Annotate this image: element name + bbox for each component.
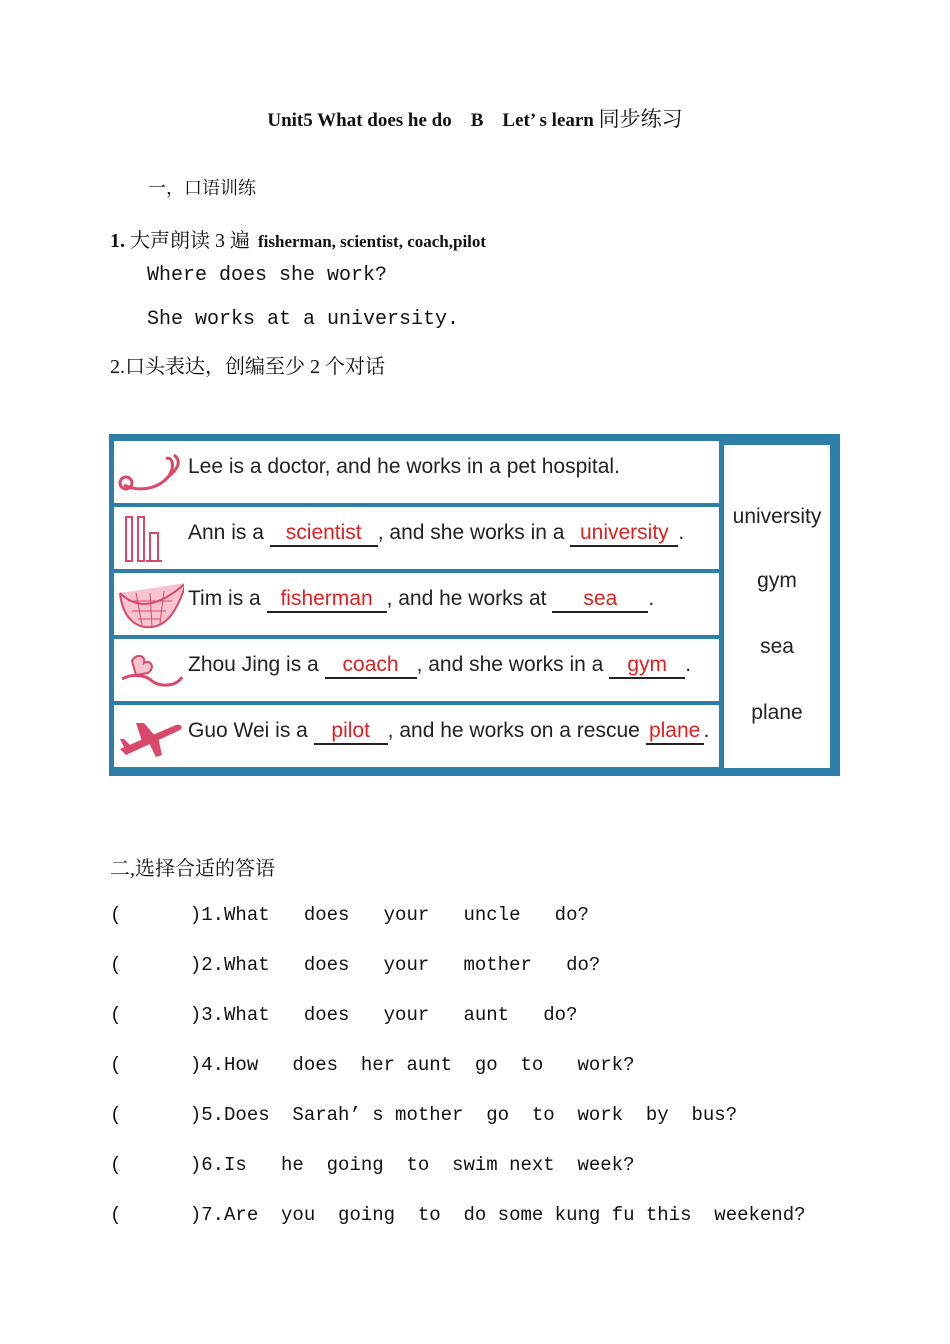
practice-line-2: She works at a university. xyxy=(147,308,460,331)
stethoscope-icon xyxy=(116,447,184,499)
exercise-box xyxy=(109,434,840,776)
whistle-icon xyxy=(116,645,184,697)
answer-blank: fisherman xyxy=(267,587,387,613)
word-bank-item: sea xyxy=(760,635,794,658)
question-2: 2.口头表达，创编至少 2 个对话 xyxy=(110,356,385,378)
fishing-net-icon xyxy=(116,579,184,631)
choice-item-1: ( )1.What does your uncle do? xyxy=(110,904,589,926)
sentence-text: . xyxy=(648,587,655,610)
answer-blank: coach xyxy=(325,653,417,679)
answer-blank: scientist xyxy=(270,521,378,547)
answer-blank: sea xyxy=(552,587,648,613)
exercise-row-5 xyxy=(114,705,719,767)
choice-item-5: ( )5.Does Sarah’ s mother go to work by bus? xyxy=(110,1104,738,1126)
sentence-text: , and she works in a xyxy=(416,653,610,676)
sentence-text: . xyxy=(685,653,692,676)
exercise-row-4 xyxy=(114,639,719,701)
exercise-row-3 xyxy=(114,573,719,635)
title-english: Unit5 What does he do B Let’ s learn xyxy=(267,110,594,131)
sentence-text: , and he works on a rescue xyxy=(387,719,646,742)
sentence-text: Zhou Jing is a xyxy=(188,653,325,676)
sentence-text: . xyxy=(678,521,685,544)
word-bank xyxy=(724,445,830,768)
page-title xyxy=(0,103,950,133)
choice-item-7: ( )7.Are you going to do some kung fu this weekend? xyxy=(110,1204,806,1226)
word-bank-item: gym xyxy=(757,569,797,592)
sentence-text: , and she works in a xyxy=(377,521,571,544)
exercise-row-2 xyxy=(114,507,719,569)
sentence-text: , and he works at xyxy=(386,587,553,610)
word-bank-item: plane xyxy=(751,701,803,724)
choice-item-4: ( )4.How does her aunt go to work? xyxy=(110,1054,635,1076)
choice-item-2: ( )2.What does your mother do? xyxy=(110,954,601,976)
lab-equipment-icon xyxy=(116,513,184,565)
sentence-text: . xyxy=(703,719,710,742)
sentence-text: Guo Wei is a xyxy=(188,719,314,742)
question-1-instruction: 大声朗读 3 遍 xyxy=(125,230,250,252)
section1-heading: 一，口语训练 xyxy=(148,178,256,198)
exercise-row-1 xyxy=(114,441,719,503)
question-1 xyxy=(110,224,486,253)
answer-blank: pilot xyxy=(314,719,388,745)
airplane-icon xyxy=(116,711,184,763)
answer-blank: university xyxy=(570,521,678,547)
title-chinese: 同步练习 xyxy=(598,107,683,131)
sentence-text: Ann is a xyxy=(188,521,270,544)
answer-blank: gym xyxy=(609,653,685,679)
section2-heading: 二,选择合适的答语 xyxy=(110,858,275,880)
sentence-1 xyxy=(188,455,620,479)
sentence-4 xyxy=(188,653,691,679)
sentence-text: Tim is a xyxy=(188,587,267,610)
question-1-words: fisherman, scientist, coach,pilot xyxy=(258,232,487,251)
sentence-5 xyxy=(188,719,710,745)
sentence-3 xyxy=(188,587,654,613)
choice-item-6: ( )6.Is he going to swim next week? xyxy=(110,1154,635,1176)
answer-blank: plane xyxy=(646,719,704,745)
word-bank-item: university xyxy=(732,505,822,528)
question-1-number: 1. xyxy=(110,230,125,252)
practice-line-1: Where does she work? xyxy=(147,264,388,287)
sentence-text: Lee is a doctor, and he works in a pet hospital. xyxy=(188,455,620,478)
sentence-2 xyxy=(188,521,684,547)
choice-item-3: ( )3.What does your aunt do? xyxy=(110,1004,578,1026)
